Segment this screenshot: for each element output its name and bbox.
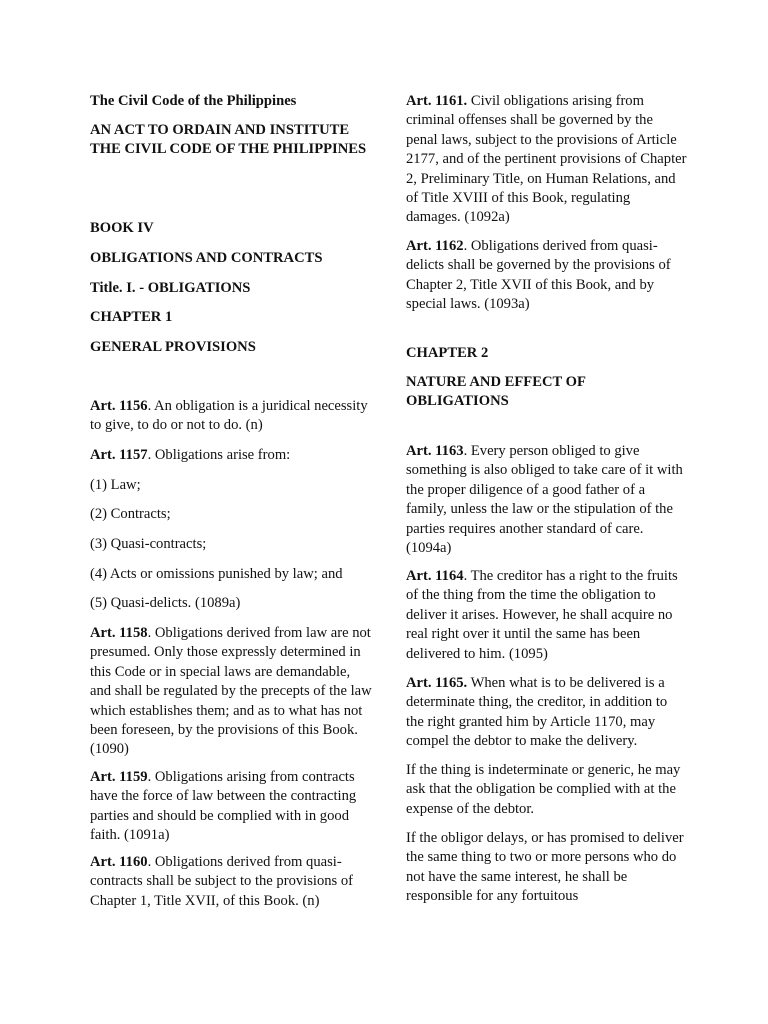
- chapter-title: NATURE AND EFFECT OF OBLIGATIONS: [406, 374, 586, 410]
- chapter-heading: CHAPTER 2: [406, 345, 489, 361]
- article-1157: [90, 446, 372, 465]
- article-1162: [406, 237, 688, 315]
- article-number: Art. 1162: [406, 238, 464, 254]
- article-1164: [406, 567, 688, 664]
- chapter-heading: CHAPTER 1: [90, 309, 173, 325]
- article-text: When what is to be delivered is a determinate thing, the creditor, in addition to the right granted him by Article 1170, may compel the debtor to make the delivery.: [406, 675, 668, 750]
- article-1156: [90, 397, 372, 436]
- title-heading: Title. I. - OBLIGATIONS: [90, 280, 251, 296]
- article-text: . Every person obliged to give something is also obliged to take care of it with the proper diligence of a good father of a family, unless the law or the stipulation of the parties requires another standard of care. (1094a): [406, 443, 683, 557]
- article-1159: [90, 768, 372, 846]
- act-title: AN ACT TO ORDAIN AND INSTITUTE THE CIVIL CODE OF THE PHILIPPINES: [90, 122, 367, 158]
- article-text: . Obligations arise from:: [147, 447, 291, 463]
- article-1165: [406, 674, 688, 752]
- article-1158: [90, 624, 372, 760]
- paragraph-generic-thing: If the thing is indeterminate or generic, he may ask that the obligation be complied with at the expense of the debtor.: [406, 762, 681, 817]
- chapter-title: GENERAL PROVISIONS: [90, 339, 256, 355]
- document-title: The Civil Code of the Philippines: [90, 93, 297, 109]
- article-text: . Obligations derived from quasi-delicts shall be governed by the provisions of Chapter 2, Title XVII of this Book, and by special laws. (1093a): [406, 238, 671, 313]
- article-number: Art. 1158: [90, 625, 148, 641]
- list-item: (4) Acts or omissions punished by law; and: [90, 566, 343, 582]
- article-number: Art. 1161.: [406, 93, 468, 109]
- article-text: . Obligations arising from contracts have the force of law between the contracting parties and should be complied with in good faith. (1091a): [90, 769, 357, 844]
- article-number: Art. 1165.: [406, 675, 468, 691]
- article-number: Art. 1156: [90, 398, 148, 414]
- article-1160: [90, 853, 372, 911]
- article-text: . Obligations derived from quasi-contracts shall be subject to the provisions of Chapter 1, Title XVII, of this Book. (n): [90, 854, 354, 909]
- article-1161: [406, 92, 688, 228]
- article-text: Civil obligations arising from criminal offenses shall be governed by the penal laws, subject to the provisions of Article 2177, and of the pertinent provisions of Chapter 2, Preliminary Title, on Human Relations, and of Title XVIII of this Book, regulating damages. (1092a): [406, 93, 687, 226]
- article-text: . Obligations derived from law are not presumed. Only those expressly determined in this Code or in special laws are demandable, and shall be regulated by the precepts of the law which establishes them; and as to what has not been foreseen, by the provisions of this Book. (1090): [90, 625, 372, 758]
- list-item: (3) Quasi-contracts;: [90, 536, 207, 552]
- list-item: (1) Law;: [90, 477, 141, 493]
- list-item: (2) Contracts;: [90, 506, 171, 522]
- article-number: Art. 1157: [90, 447, 148, 463]
- article-number: Art. 1159: [90, 769, 148, 785]
- article-number: Art. 1164: [406, 568, 464, 584]
- article-number: Art. 1160: [90, 854, 148, 870]
- paragraph-obligor-delay: If the obligor delays, or has promised to deliver the same thing to two or more persons who do not have the same interest, he shall be responsible for any fortuitous: [406, 830, 684, 905]
- article-number: Art. 1163: [406, 443, 464, 459]
- list-item: (5) Quasi-delicts. (1089a): [90, 595, 241, 611]
- article-1163: [406, 442, 688, 558]
- book-title: OBLIGATIONS AND CONTRACTS: [90, 250, 323, 266]
- article-text: . The creditor has a right to the fruits of the thing from the time the obligation to deliver it arises. However, he shall acquire no real right over it until the same has been delivered to him. (1095): [406, 568, 678, 662]
- book-heading: BOOK IV: [90, 220, 154, 236]
- article-text: . An obligation is a juridical necessity to give, to do or not to do. (n): [90, 398, 368, 434]
